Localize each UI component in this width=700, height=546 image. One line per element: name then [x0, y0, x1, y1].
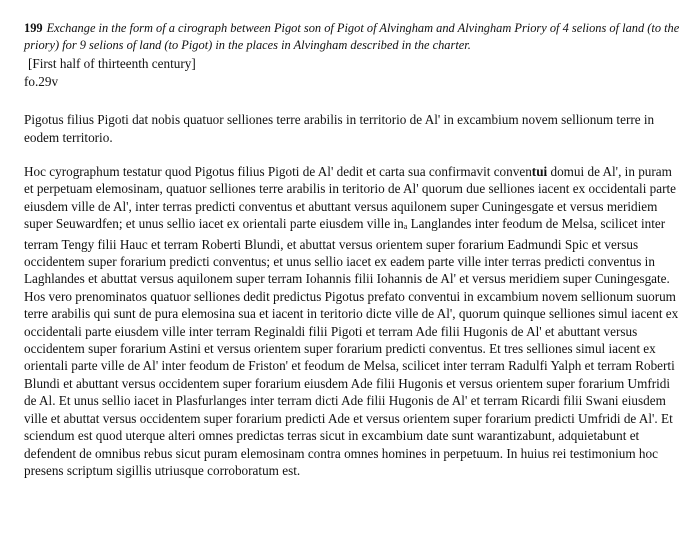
document-number: 199	[24, 21, 43, 35]
charter-text: Hoc cyrographum testatur quod Pigotus filius Pigoti de Al' dedit et carta sua confirmavit conventui domui de Al', in puram et perpetuam elemosinam, quatuor selliones terre arabilis in teritorio de Al' quorum due selliones iacent ex occidentali parte eiusdem ville de Al', inter terras predicti conventus et abuttant versus aquilonem super Cuningesgate et versus meridiem super Seuwardfen; et unus sellio iacet ex orientali parte eiusdem ville ina Langlandes inter feodum de Melsa, scilicet inter terram Tengy filii Hauc et terram Roberti Blundi, et abuttat versus orientem super forarium Eadmundi Spic et versus occidentem super forarium predicti conventus; et unus sellio iacet ex eadem parte ville inter terras predicti conventus in Laghlandes et abuttat versus aquilonem super terram Iohannis filii Iohannis de Al' et versus meridiem super Cuningesgate. Hos vero prenominatos quatuor selliones dedit predictus Pigotus prefato conventui in excambium novem sellionum suorum terre arabilis qui sunt de pura elemosina sua et iacent in teritorio dicte ville de Al', quorum quinque selliones simul iacent ex occidentali parte eiusdem ville inter terram Reginaldi filii Pigoti et terram Ade filii Hugonis de Al' et abuttant versus occidentem super forarium Astini et versus orientem super forarium predicti conventus. Et tres selliones simul iacent ex orientali parte ville de Al' inter feodum de Friston' et feodum de Melsa, scilicet inter terram Radulfi Yalph et terram Roberti Blundi et abuttant versus occidentem super forarium eiusdem Ade filii Hugonis et versus orientem super forarium Umfridi de Al. Et unus sellio iacet in Plasfurlanges inter terram dicti Ade filii Hugonis de Al' et terram Ricardi filii Swani eiusdem ville et abuttat versus occidentem super forarium predicti Ade et versus orientem super forarium predicti Umfridi de Al'. Et sciendum est quod uterque alteri omnes predictas terras sicut in excambium date sunt warantizabunt, adquietabunt et defendent de omnibus rebus sicut puram elemosinam contra omnes homines in perpetuum. In huius rei testimonium hoc presens scriptum sigillis utriusque corroboratum est.	[24, 164, 679, 478]
document-description: Exchange in the form of a cirograph between Pigot son of Pigot of Alvingham and Alvingham Priory of 4 selions of land (to the priory) for 9 selions of land (to Pigot) in the places in Alvingham described in the charter.	[24, 21, 680, 52]
document-summary: Pigotus filius Pigoti dat nobis quatuor selliones terre arabilis in territorio de Al' in excambium novem sellionum terre in eodem territorio.	[24, 112, 655, 145]
document-folio: fo.29v	[24, 74, 59, 89]
document-page	[24, 20, 680, 479]
document-heading	[24, 20, 680, 54]
document-date: [First half of thirteenth century]	[28, 56, 196, 71]
